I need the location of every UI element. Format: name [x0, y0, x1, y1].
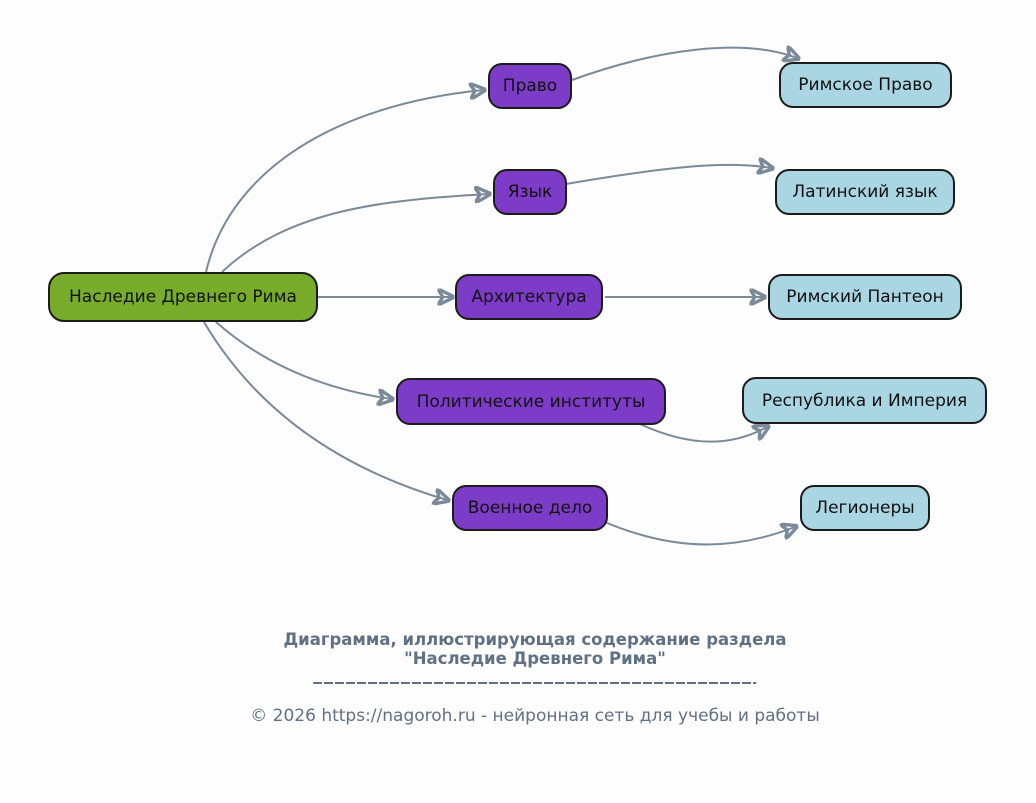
edge-language-to-latin [566, 165, 771, 184]
edge-root-to-political-institutions [216, 322, 391, 399]
node-roman-law [779, 62, 952, 108]
node-label: Республика и Империя [761, 390, 968, 411]
caption-block [250, 630, 820, 726]
node-label: Легионеры [815, 498, 915, 518]
node-label: Римский Пантеон [786, 287, 944, 307]
node-roman-pantheon [768, 274, 962, 320]
caption-divider [313, 682, 756, 684]
node-legacy-of-ancient-rome-root [48, 272, 318, 322]
node-label: Политические институты [416, 391, 646, 412]
node-architecture [455, 274, 603, 320]
caption-copyright: © 2026 https://nagoroh.ru - нейронная сеть для учебы и работы [250, 706, 820, 726]
edge-military-to-legionnaires [607, 523, 795, 545]
node-label: Римское Право [798, 75, 933, 95]
edge-political-to-republic [640, 424, 767, 442]
node-military [452, 485, 608, 531]
node-label: Архитектура [471, 287, 587, 307]
edge-root-to-language [222, 194, 488, 272]
edge-law-to-roman-law [572, 48, 797, 80]
node-latin-language [775, 169, 955, 215]
node-legionnaires [800, 485, 930, 531]
node-law [488, 63, 572, 109]
node-label: Наследие Древнего Рима [69, 287, 297, 307]
caption-title-line1: Диаграмма, иллюстрирующая содержание раздела [283, 630, 787, 649]
node-label: Латинский язык [792, 182, 938, 202]
node-republic-and-empire [742, 377, 987, 424]
node-label: Право [502, 76, 558, 96]
node-language [493, 169, 567, 215]
node-label: Язык [507, 182, 553, 202]
node-label: Военное дело [467, 498, 593, 518]
caption-title-line2: "Наследие Древнего Рима" [404, 649, 666, 668]
edge-root-to-law [206, 90, 483, 272]
node-political-institutions [396, 378, 666, 425]
